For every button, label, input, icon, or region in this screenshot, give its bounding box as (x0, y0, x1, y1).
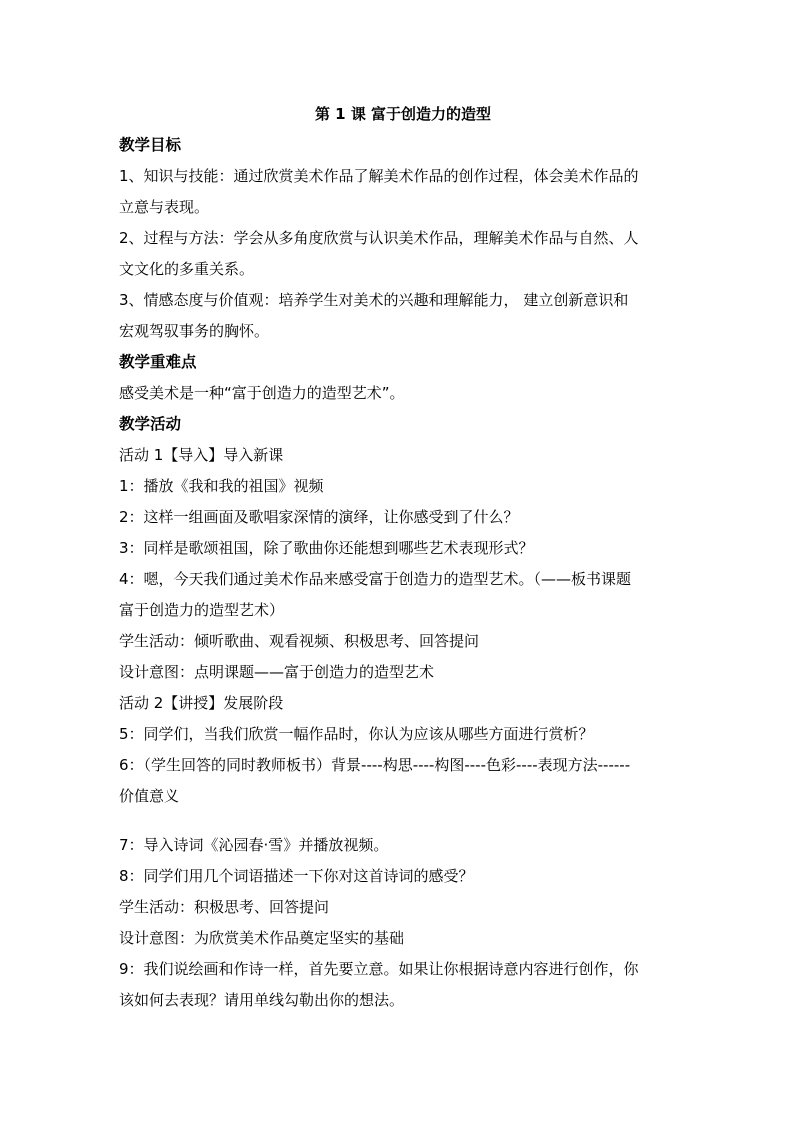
student-activity-2: 学生活动：积极思考、回答提问 (119, 898, 330, 916)
document-body (119, 98, 679, 1016)
step-6-line-1: 6：（学生回答的同时教师板书）背景----构思----构图----色彩----表现方法------ (119, 756, 631, 774)
objective-2-line-1: 2、过程与方法：学会从多角度欣赏与认识美术作品，理解美术作品与自然、人 (119, 229, 639, 247)
step-7: 7：导入诗词《沁园春·雪》并播放视频。 (119, 836, 389, 854)
design-intent-2: 设计意图：为欣赏美术作品奠定坚实的基础 (119, 929, 405, 947)
student-activity-1: 学生活动：倾听歌曲、观看视频、积极思考、回答提问 (119, 632, 480, 650)
objective-3-line-1: 3、情感态度与价值观：培养学生对美术的兴趣和理解能力， 建立创新意识和 (119, 291, 629, 309)
objective-2-line-2: 文文化的多重关系。 (119, 260, 255, 278)
step-5: 5：同学们，当我们欣赏一幅作品时，你认为应该从哪些方面进行赏析？ (119, 725, 594, 743)
step-3: 3：同样是歌颂祖国，除了歌曲你还能想到哪些艺术表现形式？ (119, 539, 534, 557)
step-6-line-2: 价值意义 (119, 787, 180, 805)
section-heading-objectives: 教学目标 (119, 136, 182, 154)
activity-2-title: 活动 2【讲授】发展阶段 (119, 694, 284, 712)
section-heading-key-points: 教学重难点 (119, 353, 197, 371)
objective-1-line-1: 1、知识与技能：通过欣赏美术作品了解美术作品的创作过程，体会美术作品的 (119, 167, 639, 185)
step-9-line-2: 该如何去表现？请用单线勾勒出你的想法。 (119, 991, 405, 1009)
step-8: 8：同学们用几个词语描述一下你对这首诗词的感受？ (119, 867, 474, 885)
paragraph-spacer (119, 812, 679, 830)
activity-1-title: 活动 1【导入】导入新课 (119, 446, 284, 464)
design-intent-1: 设计意图：点明课题——富于创造力的造型艺术 (119, 663, 435, 681)
step-4-line-2: 富于创造力的造型艺术） (119, 601, 285, 619)
objective-1-line-2: 立意与表现。 (119, 198, 210, 216)
key-point-text: 感受美术是一种“富于创造力的造型艺术”。 (119, 384, 405, 402)
section-heading-activities: 教学活动 (119, 415, 182, 433)
step-4-line-1: 4：嗯，今天我们通过美术作品来感受富于创造力的造型艺术。（——板书课题 (119, 570, 632, 588)
step-9-line-1: 9：我们说绘画和作诗一样，首先要立意。如果让你根据诗意内容进行创作，你 (119, 960, 639, 978)
objective-3-line-2: 宏观驾驭事务的胸怀。 (119, 322, 270, 340)
step-2: 2：这样一组画面及歌唱家深情的演绎，让你感受到了什么？ (119, 508, 519, 526)
lesson-title: 第 1 课 富于创造力的造型 (314, 105, 492, 123)
step-1: 1：播放《我和我的祖国》视频 (119, 477, 324, 495)
